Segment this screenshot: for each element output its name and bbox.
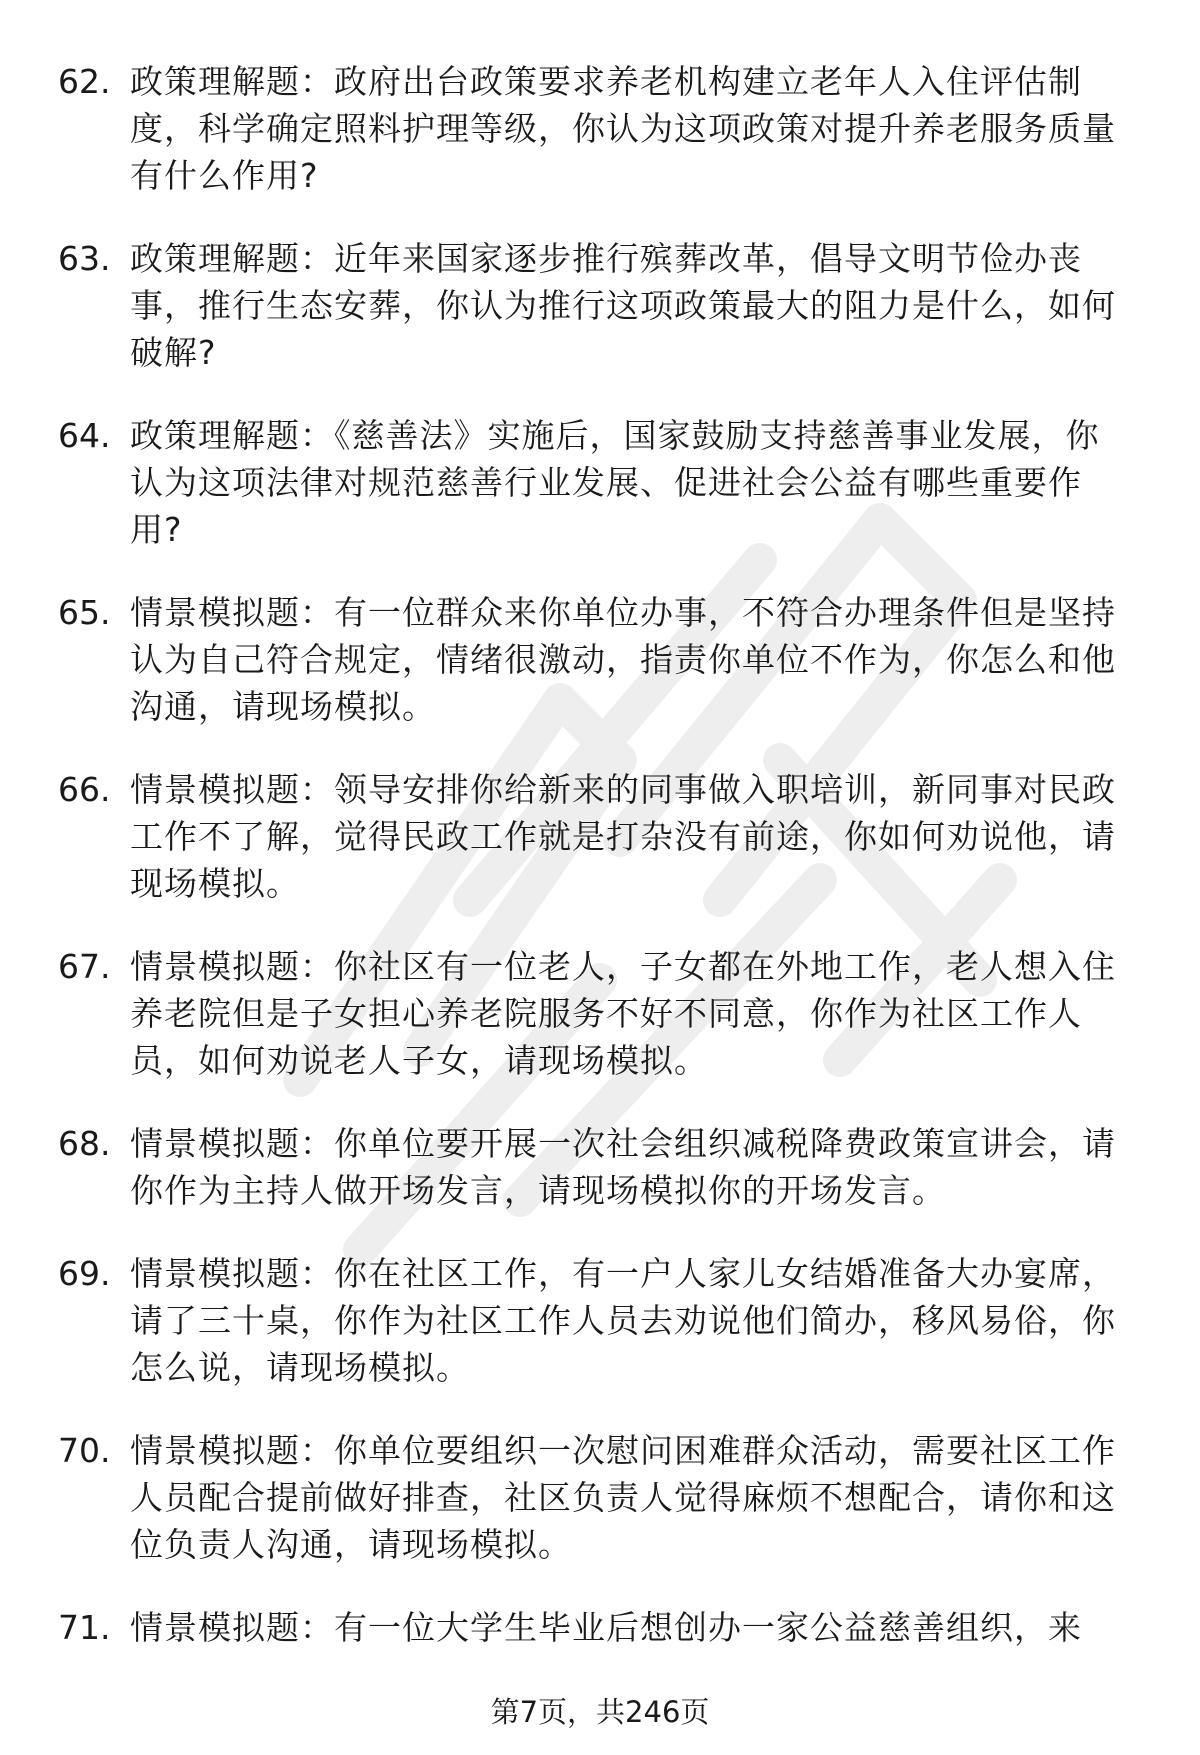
question-item — [58, 58, 1148, 199]
question-text: 情景模拟题：领导安排你给新来的同事做入职培训，新同事对民政工作不了解，觉得民政工作就是打杂没有前途，你如何劝说他，请现场模拟。 — [130, 770, 1116, 903]
question-text: 政策理解题：政府出台政策要求养老机构建立老年人入住评估制度，科学确定照料护理等级，你认为这项政策对提升养老服务质量有什么作用? — [130, 62, 1116, 195]
page-footer: 第7页，共246页 — [490, 1695, 710, 1729]
question-number: 65. — [58, 593, 111, 632]
question-item — [58, 235, 1148, 376]
question-text: 情景模拟题：有一位群众来你单位办事，不符合办理条件但是坚持认为自己符合规定，情绪很激动，指责你单位不作为，你怎么和他沟通，请现场模拟。 — [130, 593, 1116, 726]
question-item — [58, 943, 1148, 1084]
question-number: 70. — [58, 1431, 111, 1470]
question-item — [58, 766, 1148, 907]
question-text: 情景模拟题：你社区有一位老人，子女都在外地工作，老人想入住养老院但是子女担心养老院服务不好不同意，你作为社区工作人员，如何劝说老人子女，请现场模拟。 — [130, 947, 1116, 1080]
question-text: 政策理解题：《慈善法》实施后，国家鼓励支持慈善事业发展，你认为这项法律对规范慈善行业发展、促进社会公益有哪些重要作用? — [130, 416, 1100, 549]
question-text: 情景模拟题：你单位要组织一次慰问困难群众活动，需要社区工作人员配合提前做好排查，社区负责人觉得麻烦不想配合，请你和这位负责人沟通，请现场模拟。 — [130, 1431, 1116, 1564]
question-number: 66. — [58, 770, 111, 809]
question-item — [58, 1250, 1148, 1391]
question-number: 62. — [58, 62, 111, 101]
question-number: 63. — [58, 239, 111, 278]
question-text: 情景模拟题：你单位要开展一次社会组织减税降费政策宣讲会，请你作为主持人做开场发言，请现场模拟你的开场发言。 — [130, 1124, 1116, 1210]
question-text: 政策理解题：近年来国家逐步推行殡葬改革，倡导文明节俭办丧事，推行生态安葬，你认为推行这项政策最大的阻力是什么，如何破解? — [130, 239, 1116, 372]
question-number: 67. — [58, 947, 111, 986]
question-item — [58, 1604, 1148, 1651]
question-item — [58, 589, 1148, 730]
question-text: 情景模拟题：你在社区工作，有一户人家儿女结婚准备大办宴席，请了三十桌，你作为社区工作人员去劝说他们简办，移风易俗，你怎么说，请现场模拟。 — [130, 1254, 1116, 1387]
question-item — [58, 1427, 1148, 1568]
question-number: 64. — [58, 416, 111, 455]
question-item — [58, 1120, 1148, 1214]
question-text: 情景模拟题：有一位大学生毕业后想创办一家公益慈善组织，来 — [130, 1608, 1082, 1647]
question-number: 69. — [58, 1254, 111, 1293]
question-item — [58, 412, 1148, 553]
question-number: 71. — [58, 1608, 111, 1647]
question-number: 68. — [58, 1124, 111, 1163]
